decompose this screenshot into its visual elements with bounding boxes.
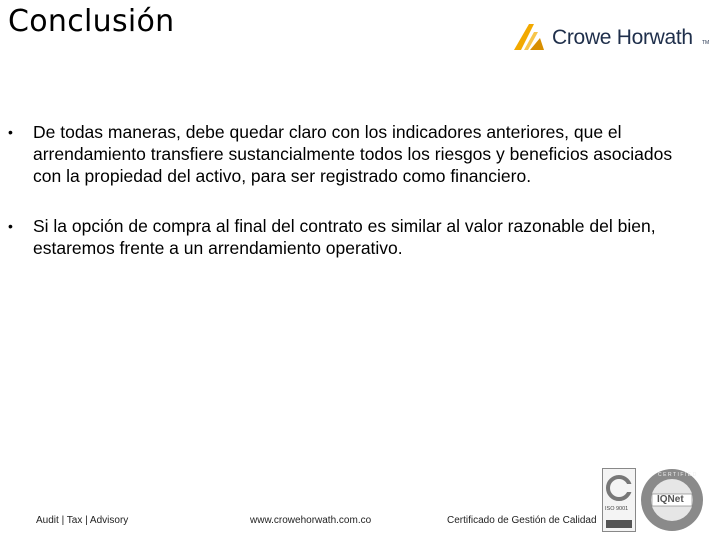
logo-brand-text: Crowe Horwath (552, 26, 693, 49)
footer-services: Audit | Tax | Advisory (36, 515, 129, 526)
bullet-text: Si la opción de compra al final del contrato es similar al valor razonable del bien, estaremos frente a un arrendamiento operativo. (33, 216, 656, 258)
bullet-marker: • (8, 218, 13, 234)
crowe-horwath-logo (512, 20, 712, 56)
bullet-item (8, 121, 698, 187)
iqnet-ring-text: CERTIFIED (658, 472, 698, 478)
logo-trademark: TM (702, 40, 710, 46)
slide-title: Conclusión (8, 4, 175, 39)
iqnet-label: IQNet (657, 494, 684, 505)
bullet-list (8, 121, 698, 287)
bullet-marker: • (8, 124, 13, 140)
footer-website[interactable]: www.crowehorwath.com.co (250, 515, 372, 526)
footer-certificate: Certificado de Gestión de Calidad (447, 515, 597, 526)
iso-9001-badge (602, 468, 636, 532)
bullet-text: De todas maneras, debe quedar claro con los indicadores anteriores, que el arrendamiento transfiere sustancialmente todos los riesgos y beneficios asociados con la propiedad del activo, para ser registrado como financiero. (33, 122, 673, 186)
chevron-logo-icon (512, 20, 548, 52)
iqnet-badge (640, 468, 704, 532)
bullet-item (8, 215, 698, 259)
iso-label: ISO 9001 (605, 506, 629, 512)
